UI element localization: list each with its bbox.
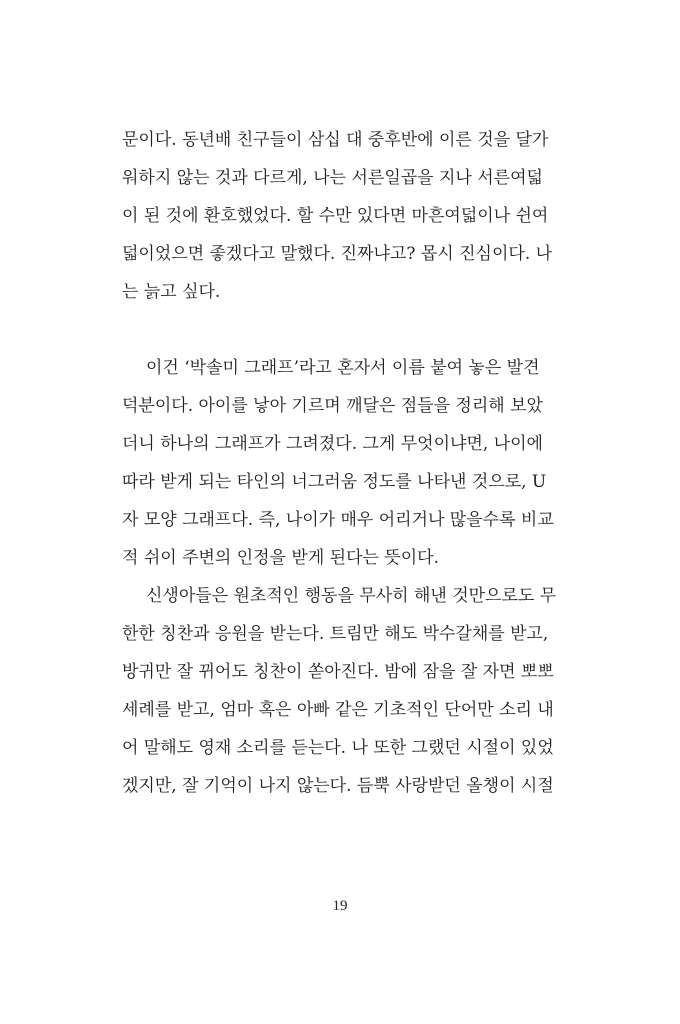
text-line: 덕분이다. 아이를 낳아 기르며 깨달은 점들을 정리해 보았	[122, 396, 543, 416]
text-line: 덟이었으면 좋겠다고 말했다. 진짜냐고? 몹시 진심이다. 나	[122, 244, 553, 264]
text-line: 워하지 않는 것과 다르게, 나는 서른일곱을 지나 서른여덟	[122, 168, 543, 188]
text-line: 이건 ‘박솔미 그래프’라고 혼자서 이름 붙여 놓은 발견	[146, 358, 540, 378]
text-line: 문이다. 동년배 친구들이 삼십 대 중후반에 이른 것을 달가	[122, 130, 549, 150]
text-line: 이 된 것에 환호했었다. 할 수만 있다면 마흔여덟이나 쉰여	[122, 206, 549, 226]
text-line: 겠지만, 잘 기억이 나지 않는다. 듬뿍 사랑받던 올챙이 시절	[122, 776, 554, 796]
text-line: 적 쉬이 주변의 인정을 받게 된다는 뜻이다.	[122, 548, 440, 568]
paragraph-2	[122, 349, 592, 577]
text-line: 자 모양 그래프다. 즉, 나이가 매우 어리거나 많을수록 비교	[122, 510, 554, 530]
body-text	[122, 121, 592, 805]
text-line: 따라 받게 되는 타인의 너그러움 정도를 나타낸 것으로, U	[122, 472, 547, 492]
text-line: 신생아들은 원초적인 행동을 무사히 해낸 것만으로도 무	[146, 586, 557, 606]
text-line: 는 늙고 싶다.	[122, 282, 221, 302]
text-line: 더니 하나의 그래프가 그려졌다. 그게 무엇이냐면, 나이에	[122, 434, 543, 454]
text-line: 한한 칭찬과 응원을 받는다. 트림만 해도 박수갈채를 받고,	[122, 624, 549, 644]
paragraph-1	[122, 121, 592, 311]
text-line: 방귀만 잘 뀌어도 칭찬이 쏟아진다. 밤에 잠을 잘 자면 뽀뽀	[122, 662, 554, 682]
page-number: 19	[332, 898, 348, 914]
text-line: 어 말해도 영재 소리를 듣는다. 나 또한 그랬던 시절이 있었	[122, 738, 554, 758]
text-line: 세례를 받고, 엄마 혹은 아빠 같은 기초적인 단어만 소리 내	[122, 700, 554, 720]
paragraph-3	[122, 577, 592, 805]
paragraph-gap	[122, 311, 592, 349]
